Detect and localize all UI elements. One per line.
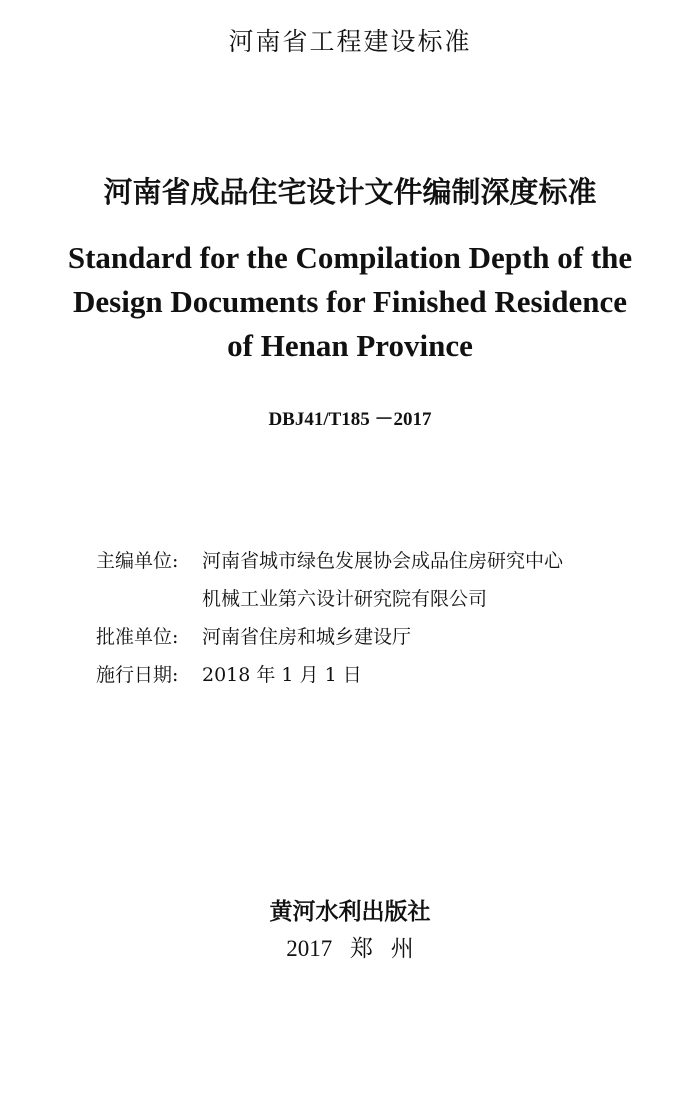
publisher-name: 黄河水利出版社 — [269, 898, 431, 925]
title-en-line-3: of Henan Province — [227, 328, 473, 363]
title-en-line-2: Design Documents for Finished Residence — [73, 284, 627, 319]
series-title: 河南省工程建设标准 — [228, 27, 472, 56]
standard-code: DBJ41/T185 －2017 — [268, 409, 432, 430]
publication-metadata — [96, 542, 676, 694]
effective-date-row — [96, 656, 676, 694]
approver-label: 批准单位: — [96, 626, 179, 648]
approver-row — [96, 618, 676, 656]
editor-label: 主编单位: — [96, 550, 179, 572]
editor-label-spacer — [96, 580, 202, 618]
publication-year-place: 2017 郑 州 — [286, 936, 414, 961]
approver-value: 河南省住房和城乡建设厅 — [202, 626, 412, 648]
title-en-line-1: Standard for the Compilation Depth of the — [67, 240, 633, 275]
editor-row — [96, 542, 676, 580]
effective-date-label: 施行日期: — [96, 664, 179, 686]
effective-date-value: 2018 年 1 月 1 日 — [202, 664, 362, 686]
editor-value-1: 河南省城市绿色发展协会成品住房研究中心 — [202, 550, 564, 572]
editor-value-2: 机械工业第六设计研究院有限公司 — [202, 588, 488, 610]
editor-row-2 — [96, 580, 676, 618]
document-title-english — [0, 236, 700, 368]
document-title-chinese: 河南省成品住宅设计文件编制深度标准 — [103, 175, 597, 209]
